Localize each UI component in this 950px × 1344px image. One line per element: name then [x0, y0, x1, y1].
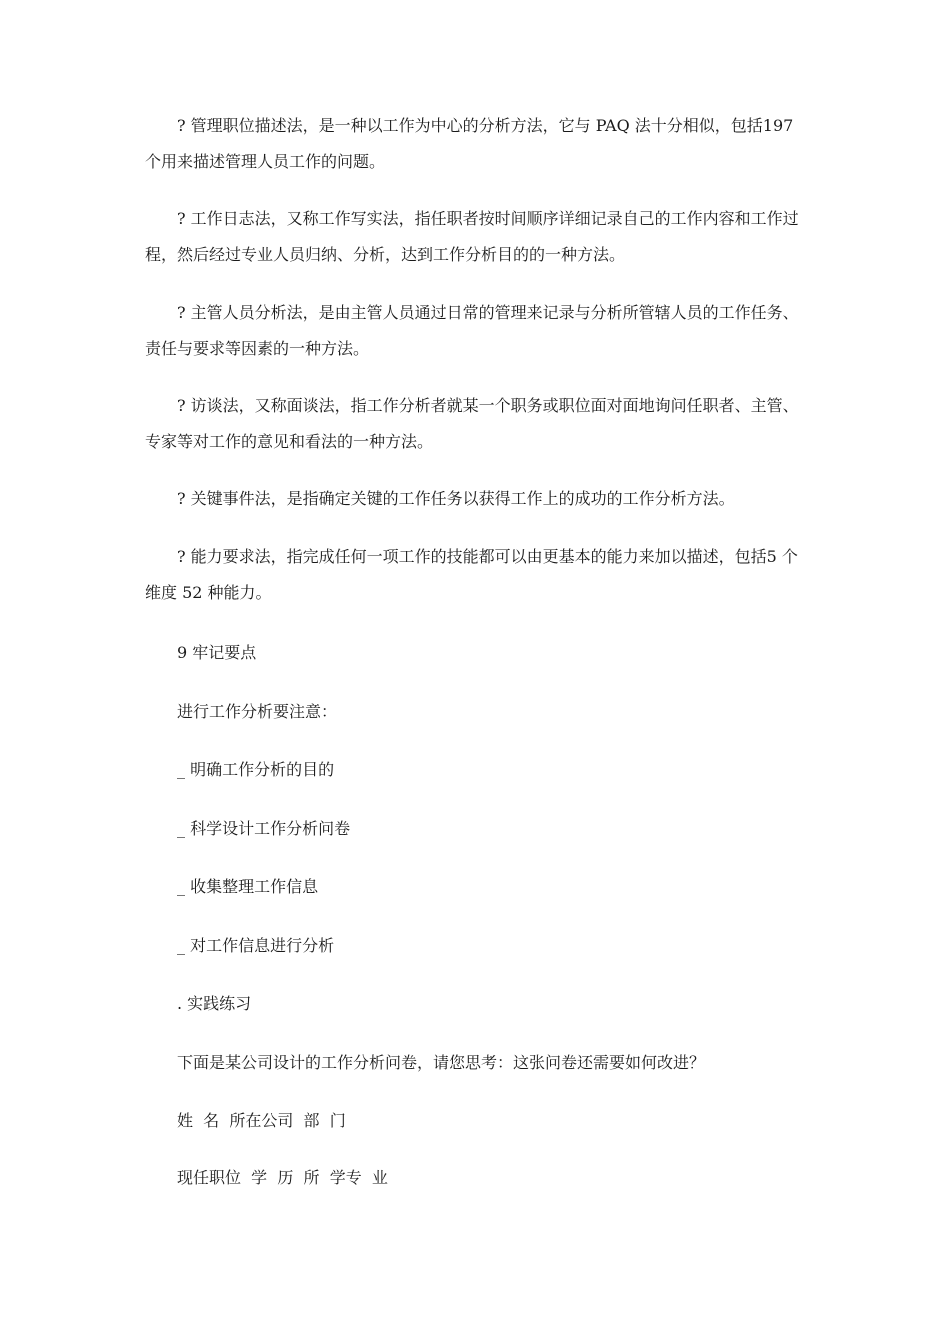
- key-points-heading: 9 牢记要点: [177, 643, 257, 662]
- practice-heading: . 实践练习: [177, 994, 252, 1013]
- method-paragraph-6: ? 能力要求法，指完成任何一项工作的技能都可以由更基本的能力来加以描述，包括5 个维度 52 种能力。: [145, 547, 798, 602]
- key-points-intro: 进行工作分析要注意：: [177, 702, 338, 721]
- form-row-1: 姓 名 所在公司 部 门: [177, 1111, 346, 1130]
- method-paragraph-2: ? 工作日志法，又称工作写实法，指任职者按时间顺序详细记录自己的工作内容和工作过程，然后经过专业人员归纳、分析，达到工作分析目的的一种方法。: [145, 209, 799, 264]
- form-row-2: 现任职位 学 历 所 学专 业: [177, 1168, 388, 1187]
- method-paragraph-5: ? 关键事件法，是指确定关键的工作任务以获得工作上的成功的工作分析方法。: [177, 489, 735, 508]
- practice-prompt: 下面是某公司设计的工作分析问卷，请您思考：这张问卷还需要如何改进？: [177, 1053, 706, 1072]
- key-point-item-1: _ 明确工作分析的目的: [177, 760, 335, 779]
- method-paragraph-3: ? 主管人员分析法，是由主管人员通过日常的管理来记录与分析所管辖人员的工作任务、责任与要求等因素的一种方法。: [145, 303, 799, 358]
- method-paragraph-4: ? 访谈法，又称面谈法，指工作分析者就某一个职务或职位面对面地询问任职者、主管、专家等对工作的意见和看法的一种方法。: [145, 396, 799, 451]
- key-point-item-4: _ 对工作信息进行分析: [177, 936, 335, 955]
- method-paragraph-1: ? 管理职位描述法，是一种以工作为中心的分析方法，它与 PAQ 法十分相似，包括197 个用来描述管理人员工作的问题。: [145, 116, 794, 171]
- key-point-item-3: _ 收集整理工作信息: [177, 877, 319, 896]
- key-point-item-2: _ 科学设计工作分析问卷: [177, 819, 351, 838]
